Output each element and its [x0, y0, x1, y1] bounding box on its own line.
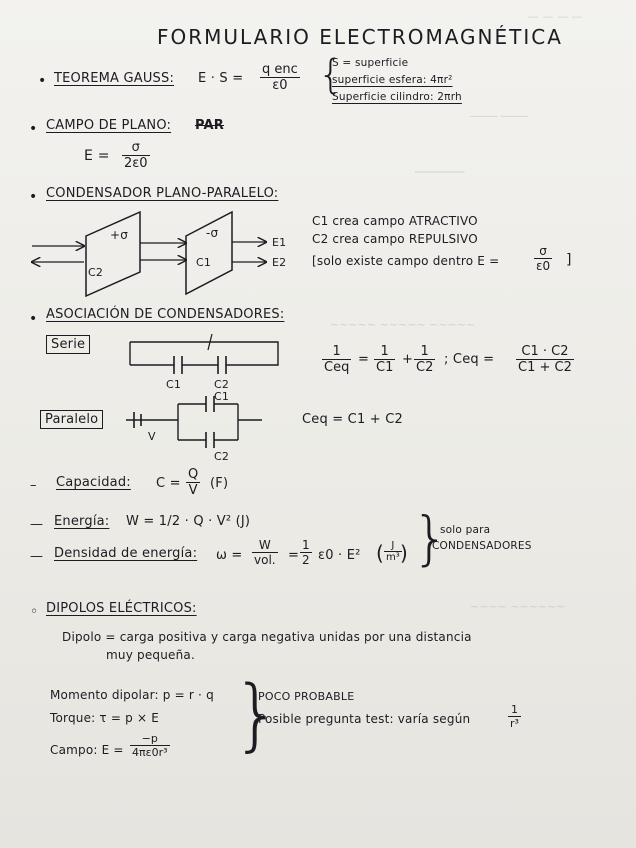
plate-c2 — [86, 212, 140, 296]
capacidad-label: Capacidad: — [56, 475, 131, 490]
note-field-numerator: σ — [534, 244, 552, 259]
capacidad-fraction — [186, 467, 200, 498]
paralelo-circuit-wires — [178, 404, 238, 440]
dash: – — [30, 478, 37, 493]
serie-eq-n3: 1 — [414, 344, 435, 360]
torque: Torque: τ = p × E — [50, 711, 160, 725]
campo-plano-denominator: 2ε0 — [124, 156, 148, 171]
poco-probable: POCO PROBABLE — [258, 690, 355, 703]
serie-eq-product — [516, 344, 574, 375]
bleed-through: _____ _____ — [470, 104, 529, 117]
dash: — — [30, 549, 44, 564]
serie-eq-d3: C2 — [416, 360, 434, 375]
densidad-label: Densidad de energía: — [54, 546, 198, 561]
note-field-fraction — [534, 244, 552, 273]
serie-eq-n1: 1 — [322, 344, 351, 360]
paralelo-eq: Ceq = C1 + C2 — [302, 412, 403, 427]
serie-eq-c2 — [414, 344, 435, 375]
campo-plano-lhs: E = — [84, 148, 110, 164]
capacidad-unit: (F) — [210, 476, 229, 491]
capacidad-denominator: V — [188, 483, 198, 498]
note-c2-repulsive: C2 crea campo REPULSIVO — [312, 232, 478, 246]
note-field-inside: [solo existe campo dentro E = — [312, 254, 500, 268]
densidad-half — [300, 538, 312, 567]
gauss-label: TEOREMA GAUSS: — [54, 71, 175, 86]
bullet: • — [29, 189, 38, 205]
bleed-through: ~~~~~ ~~~~~ ~~~~~ — [330, 318, 476, 331]
bleed-through: ⎯⎯⎯⎯⎯⎯⎯⎯⎯ — [415, 165, 465, 178]
solo-para-line2: CONDENSADORES — [432, 540, 532, 552]
e2-label: E2 — [272, 256, 287, 269]
serie-eq-d1: Ceq — [324, 360, 350, 375]
serie-ceq-label: ; Ceq = — [444, 352, 495, 367]
posible-numerator: 1 — [508, 703, 521, 717]
serie-eq-n4: C1 · C2 — [516, 344, 574, 360]
serie-eq-d4: C1 + C2 — [518, 360, 572, 375]
bullet: • — [29, 121, 38, 137]
e1-label: E1 — [272, 236, 287, 249]
campo-plano-numerator: σ — [122, 140, 150, 156]
dipolo-definition-2: muy pequeña. — [106, 648, 195, 662]
gauss-cylinder: Superficie cilindro: 2πrh — [332, 91, 462, 103]
crossed-out-word: PAR — [195, 118, 225, 133]
plate-c1 — [186, 212, 232, 294]
bleed-through: — — — — — [528, 10, 583, 23]
equals-sign: = — [358, 352, 370, 367]
densidad-lhs: ω = — [216, 548, 243, 563]
paren-open: ( — [376, 541, 385, 565]
serie-eq-c1 — [374, 344, 395, 375]
note-field-denominator: ε0 — [536, 259, 551, 273]
capacidad-numerator: Q — [188, 467, 199, 482]
posible-pregunta: Posible pregunta test: varía según — [258, 712, 471, 726]
minus-sigma-label: -σ — [206, 226, 219, 240]
bullet: • — [38, 73, 47, 89]
densidad-unit-den: m³ — [386, 552, 400, 563]
serie-eq-n2: 1 — [374, 344, 395, 360]
serie-box-label: Serie — [46, 335, 90, 354]
brace: } — [232, 670, 282, 760]
densidad-half-den: 2 — [302, 553, 310, 567]
campo-plano-label: CAMPO DE PLANO: — [46, 118, 172, 133]
note-c1-attractive: C1 crea campo ATRACTIVO — [312, 214, 478, 228]
serie-circuit-wires — [130, 342, 278, 365]
energia-formula: W = 1/2 · Q · V² (J) — [126, 514, 251, 529]
campo-dipolo-denominator: 4πε0r³ — [132, 746, 168, 759]
densidad-denominator: vol. — [254, 553, 276, 567]
serie-eq-d2: C1 — [376, 360, 394, 375]
solo-para-line1: solo para — [440, 524, 491, 536]
condensador-label: CONDENSADOR PLANO-PARALELO: — [46, 186, 279, 201]
paralelo-box-label: Paralelo — [40, 410, 103, 429]
campo-dipolo-numerator: −p — [130, 732, 170, 746]
brace: } — [412, 504, 450, 572]
brace: { — [318, 52, 344, 98]
campo-dipolo-fraction — [130, 732, 170, 759]
gauss-s-def: S = superficie — [332, 57, 409, 69]
dash: — — [30, 517, 44, 532]
gauss-numerator: q enc — [262, 62, 298, 77]
posible-denominator: r³ — [510, 717, 519, 730]
plus-sign: + — [402, 352, 414, 367]
bullet: ◦ — [30, 604, 39, 620]
note-field-close: ] — [566, 252, 572, 268]
paren-close: ) — [400, 541, 409, 565]
posible-fraction — [508, 703, 521, 730]
plus-sigma-label: +σ — [110, 228, 129, 242]
dipolo-definition-1: Dipolo = carga positiva y carga negativa unidas por una distancia — [62, 630, 472, 644]
gauss-sphere: superficie esfera: 4πr² — [332, 74, 453, 86]
bleed-through: ~~~~ ~~~~~~ — [470, 600, 566, 613]
dipolos-label: DIPOLOS ELÉCTRICOS: — [46, 601, 197, 616]
campo-dipolo-lhs: Campo: E = — [50, 743, 124, 757]
gauss-formula-left: E · S = — [198, 71, 244, 86]
densidad-numerator: W — [252, 538, 278, 553]
momento-dipolar: Momento dipolar: p = r · q — [50, 688, 214, 702]
serie-c1-label: C1 — [166, 378, 182, 391]
energia-label: Energía: — [54, 514, 110, 529]
densidad-half-num: 1 — [302, 538, 310, 552]
asociacion-label: ASOCIACIÓN DE CONDENSADORES: — [46, 307, 285, 322]
capacidad-lhs: C = — [156, 476, 181, 491]
paralelo-c1-label: C1 — [214, 390, 230, 403]
serie-eq-ceq — [322, 344, 351, 375]
plate-c1-label: C1 — [196, 256, 212, 269]
densidad-unit-num: J — [384, 540, 402, 552]
page-title: FORMULARIO ELECTROMAGNÉTICA — [157, 25, 563, 49]
paralelo-c2-label: C2 — [214, 450, 230, 463]
serie-c2-label: C2 — [214, 378, 230, 391]
gauss-denominator: ε0 — [272, 78, 288, 93]
densidad-fraction-w — [252, 538, 278, 567]
densidad-rest: ε0 · E² — [318, 548, 361, 563]
densidad-eq: = — [288, 548, 300, 563]
paralelo-v-label: V — [148, 430, 156, 443]
plate-c2-label: C2 — [88, 266, 104, 279]
bullet: • — [29, 311, 38, 327]
